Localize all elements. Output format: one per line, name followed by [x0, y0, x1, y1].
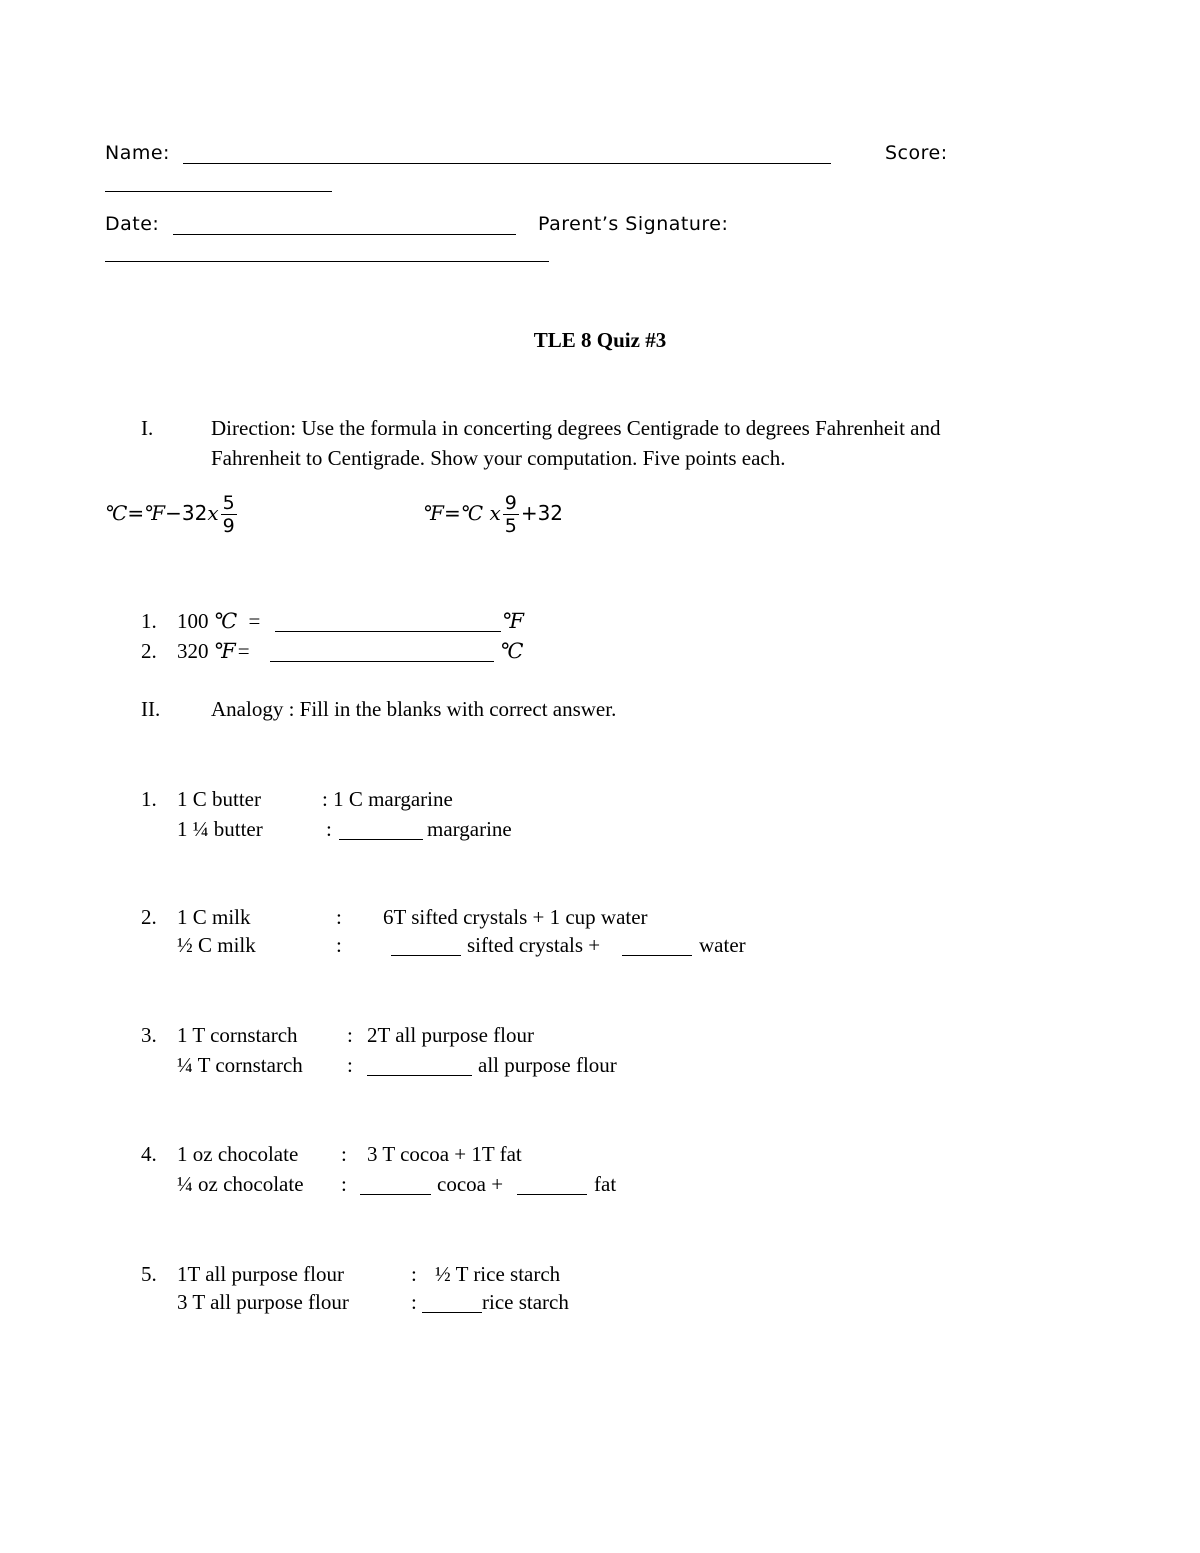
analogy-item-2-right-2-tail: water [699, 933, 746, 957]
page-title: TLE 8 Quiz #3 [533, 328, 667, 352]
analogy-item-3-right-2: all purpose flour [478, 1053, 617, 1077]
analogy-item-4-right-2-tail: fat [594, 1172, 617, 1196]
fahrenheit-symbol: ℉ [144, 501, 166, 525]
analogy-item-5-right-1: ½ T rice starch [435, 1262, 561, 1286]
analogy-item-5-colon-1: : [411, 1262, 417, 1286]
answer-blank[interactable] [270, 641, 494, 662]
analogy-item-2-colon-1: : [336, 905, 342, 929]
plus-32: +32 [520, 501, 564, 525]
answer-blank[interactable] [422, 1292, 482, 1313]
item-value: 320 ℉= [177, 639, 250, 663]
section-1-direction-line-1: Direction: Use the formula in concerting degrees Centigrade to degrees Fahrenheit and [211, 416, 941, 440]
analogy-item-3-colon-2: : [347, 1053, 353, 1077]
equals-sign: = [127, 501, 145, 525]
analogy-item-4-right-1: 3 T cocoa + 1T fat [367, 1142, 522, 1166]
analogy-item-5-colon-2: : [411, 1290, 417, 1314]
formula-c-to-f [105, 492, 239, 537]
minus-32: −32 [165, 501, 208, 525]
conversion-item-2 [141, 639, 524, 664]
analogy-item-1-number: 1. [141, 787, 157, 811]
item-number: 1. [141, 609, 157, 633]
times-x: x [207, 501, 219, 525]
answer-blank[interactable] [367, 1055, 472, 1076]
fahrenheit-symbol: ℉ [502, 609, 524, 633]
answer-blank[interactable] [360, 1174, 431, 1195]
analogy-item-5-left-1: 1T all purpose flour [177, 1262, 344, 1286]
answer-blank[interactable] [517, 1174, 587, 1195]
analogy-item-4-left-1: 1 oz chocolate [177, 1142, 299, 1166]
date-label: Date: [105, 213, 160, 235]
date-field[interactable] [173, 234, 516, 235]
analogy-item-2-right-2-mid: sifted crystals + [467, 933, 601, 957]
analogy-item-5-number: 5. [141, 1262, 157, 1286]
analogy-item-5-left-2: 3 T all purpose flour [177, 1290, 349, 1314]
score-field[interactable] [105, 191, 332, 192]
parent-signature-label: Parent’s Signature: [538, 213, 729, 235]
analogy-item-4-left-2: ¼ oz chocolate [177, 1172, 304, 1196]
analogy-item-1-right-2: margarine [427, 817, 512, 841]
section-2-direction: Analogy : Fill in the blanks with correct answer. [211, 697, 617, 721]
analogy-item-3-left-2: ¼ T cornstarch [177, 1053, 303, 1077]
answer-blank[interactable] [275, 611, 501, 632]
analogy-item-4-colon-2: : [341, 1172, 347, 1196]
analogy-item-3-number: 3. [141, 1023, 157, 1047]
analogy-item-1-left-2: 1 ¼ butter [177, 817, 263, 841]
item-number: 2. [141, 639, 157, 663]
analogy-item-2-left-2: ½ C milk [177, 933, 256, 957]
answer-blank[interactable] [622, 935, 692, 956]
formula-f-to-c [423, 492, 563, 537]
celsius-symbol: ℃ [460, 501, 484, 525]
section-2-numeral: II. [141, 697, 161, 721]
item-value: 100 ℃ = [177, 609, 261, 633]
fraction-9-5 [503, 492, 519, 537]
times-x: x [489, 501, 501, 525]
analogy-item-5-right-2: rice starch [482, 1290, 569, 1314]
fraction-numerator: 5 [222, 492, 235, 514]
fraction-numerator: 9 [504, 492, 517, 514]
analogy-item-4-number: 4. [141, 1142, 157, 1166]
analogy-item-3-right-1: 2T all purpose flour [367, 1023, 534, 1047]
celsius-symbol: ℃ [500, 639, 524, 663]
analogy-item-4-colon-1: : [341, 1142, 347, 1166]
section-1-direction-line-2: Fahrenheit to Centigrade. Show your computation. Five points each. [211, 446, 786, 470]
conversion-item-1 [141, 609, 524, 634]
analogy-item-1-left-1: 1 C butter [177, 787, 261, 811]
fraction-5-9 [221, 492, 237, 537]
answer-blank[interactable] [391, 935, 461, 956]
analogy-item-3-left-1: 1 T cornstarch [177, 1023, 298, 1047]
equals-sign: = [443, 501, 461, 525]
section-1-numeral: I. [141, 416, 154, 440]
analogy-item-2-right-1: 6T sifted crystals + 1 cup water [383, 905, 648, 929]
celsius-symbol: ℃ [213, 609, 238, 633]
analogy-item-2-colon-2: : [336, 933, 342, 957]
analogy-item-1-right-1: : 1 C margarine [322, 787, 453, 811]
name-field[interactable] [183, 163, 831, 164]
fahrenheit-symbol: ℉ [423, 501, 444, 525]
fraction-denominator: 5 [504, 515, 517, 537]
analogy-item-2-left-1: 1 C milk [177, 905, 251, 929]
analogy-item-2-number: 2. [141, 905, 157, 929]
answer-blank[interactable] [339, 819, 423, 840]
analogy-item-4-right-2-mid: cocoa + [437, 1172, 504, 1196]
celsius-symbol: ℃ [105, 501, 128, 525]
analogy-item-3-colon-1: : [347, 1023, 353, 1047]
name-label: Name: [105, 142, 170, 164]
equals-sign: = [248, 609, 261, 633]
equals-sign: = [237, 639, 250, 663]
score-label: Score: [885, 142, 948, 164]
fahrenheit-symbol: ℉ [213, 639, 236, 663]
parent-signature-field[interactable] [105, 261, 549, 262]
analogy-item-1-colon-2: : [326, 817, 332, 841]
fraction-denominator: 9 [222, 515, 235, 537]
